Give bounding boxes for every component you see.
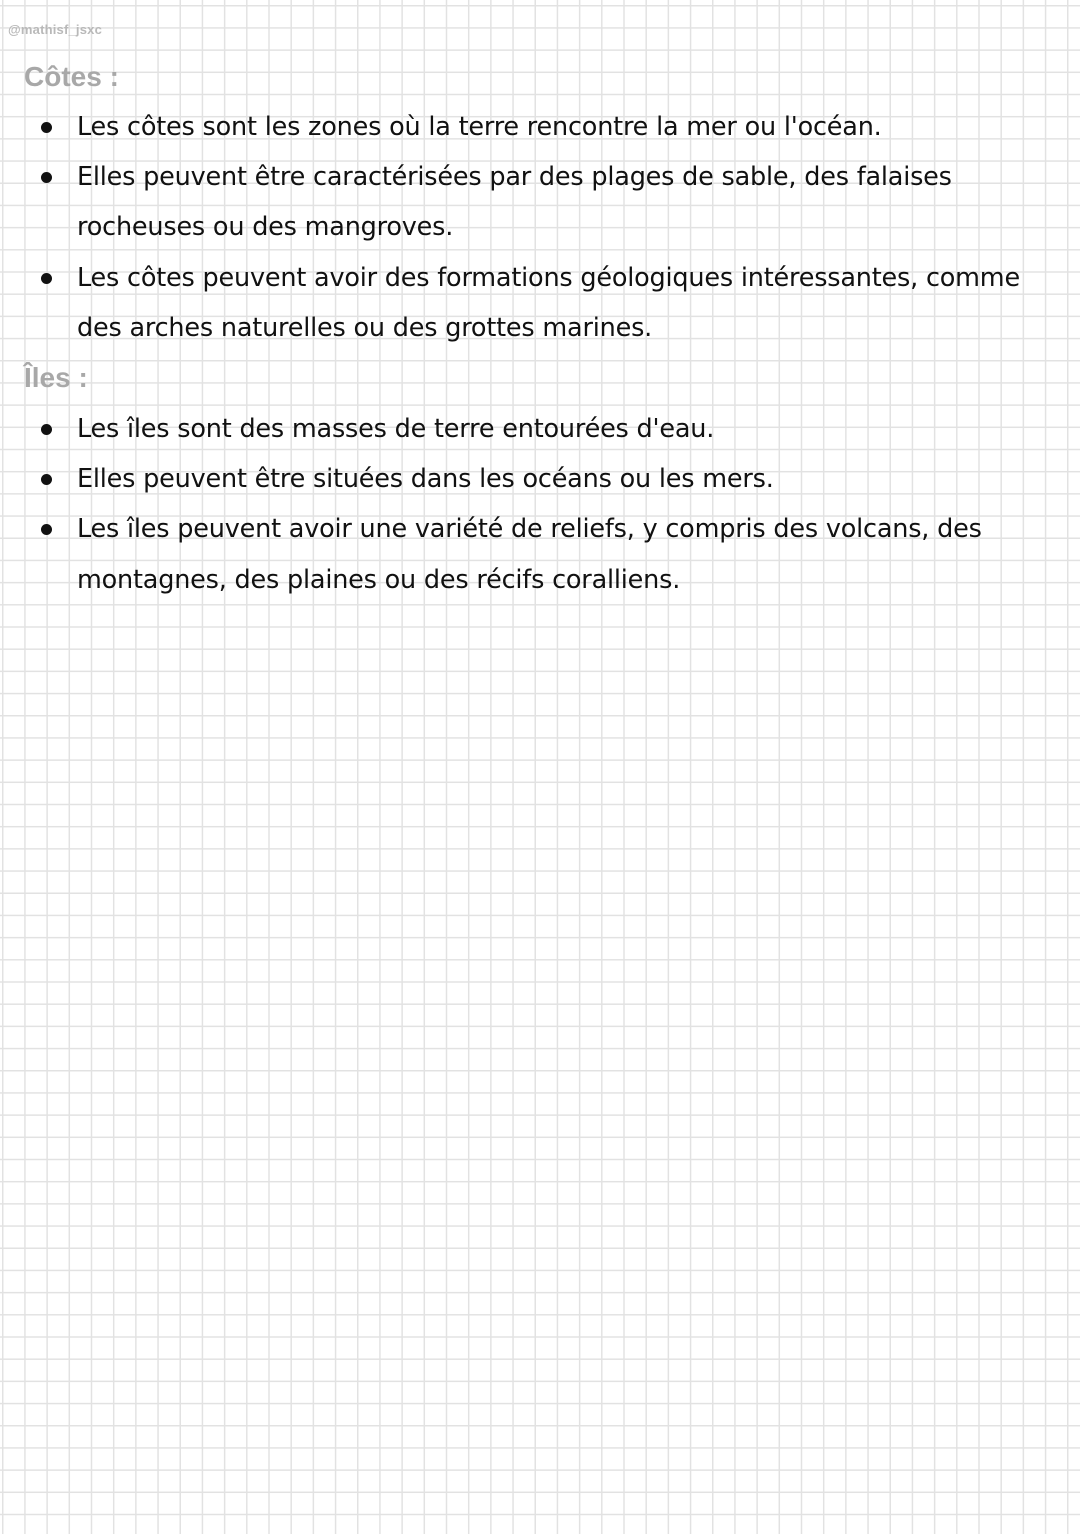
list-item	[0, 253, 1060, 353]
bullet-icon	[41, 424, 52, 435]
bullet-text: Les îles peuvent avoir une variété de reliefs, y compris des volcans, des montagnes, des plaines ou des récifs coralliens.	[77, 514, 982, 595]
bullet-text: Elles peuvent être caractérisées par des plages de sable, des falaises rocheuses ou des mangroves.	[77, 162, 952, 243]
bullet-text: Les îles sont des masses de terre entourées d'eau.	[77, 414, 715, 444]
list-item	[0, 454, 1060, 504]
bullet-icon	[41, 172, 52, 183]
list-item	[0, 102, 1060, 152]
bullet-text: Elles peuvent être situées dans les océans ou les mers.	[77, 464, 774, 495]
list-item	[0, 152, 1060, 252]
bullet-list-iles	[0, 404, 1060, 605]
bullet-text: Les côtes sont les zones où la terre rencontre la mer ou l'océan.	[77, 112, 882, 142]
section-heading-cotes: Côtes :	[24, 61, 119, 92]
bullet-icon	[41, 524, 52, 535]
bullet-list-cotes	[0, 102, 1060, 353]
bullet-icon	[41, 474, 52, 485]
bullet-icon	[41, 273, 52, 284]
list-item	[0, 504, 1060, 604]
list-item	[0, 404, 1060, 454]
section-heading-iles: Îles :	[24, 362, 88, 393]
bullet-icon	[41, 122, 52, 133]
bullet-text: Les côtes peuvent avoir des formations géologiques intéressantes, comme des arches naturelles ou des grottes marines.	[77, 262, 1020, 343]
watermark-handle: @mathisf_jsxc	[8, 22, 103, 37]
